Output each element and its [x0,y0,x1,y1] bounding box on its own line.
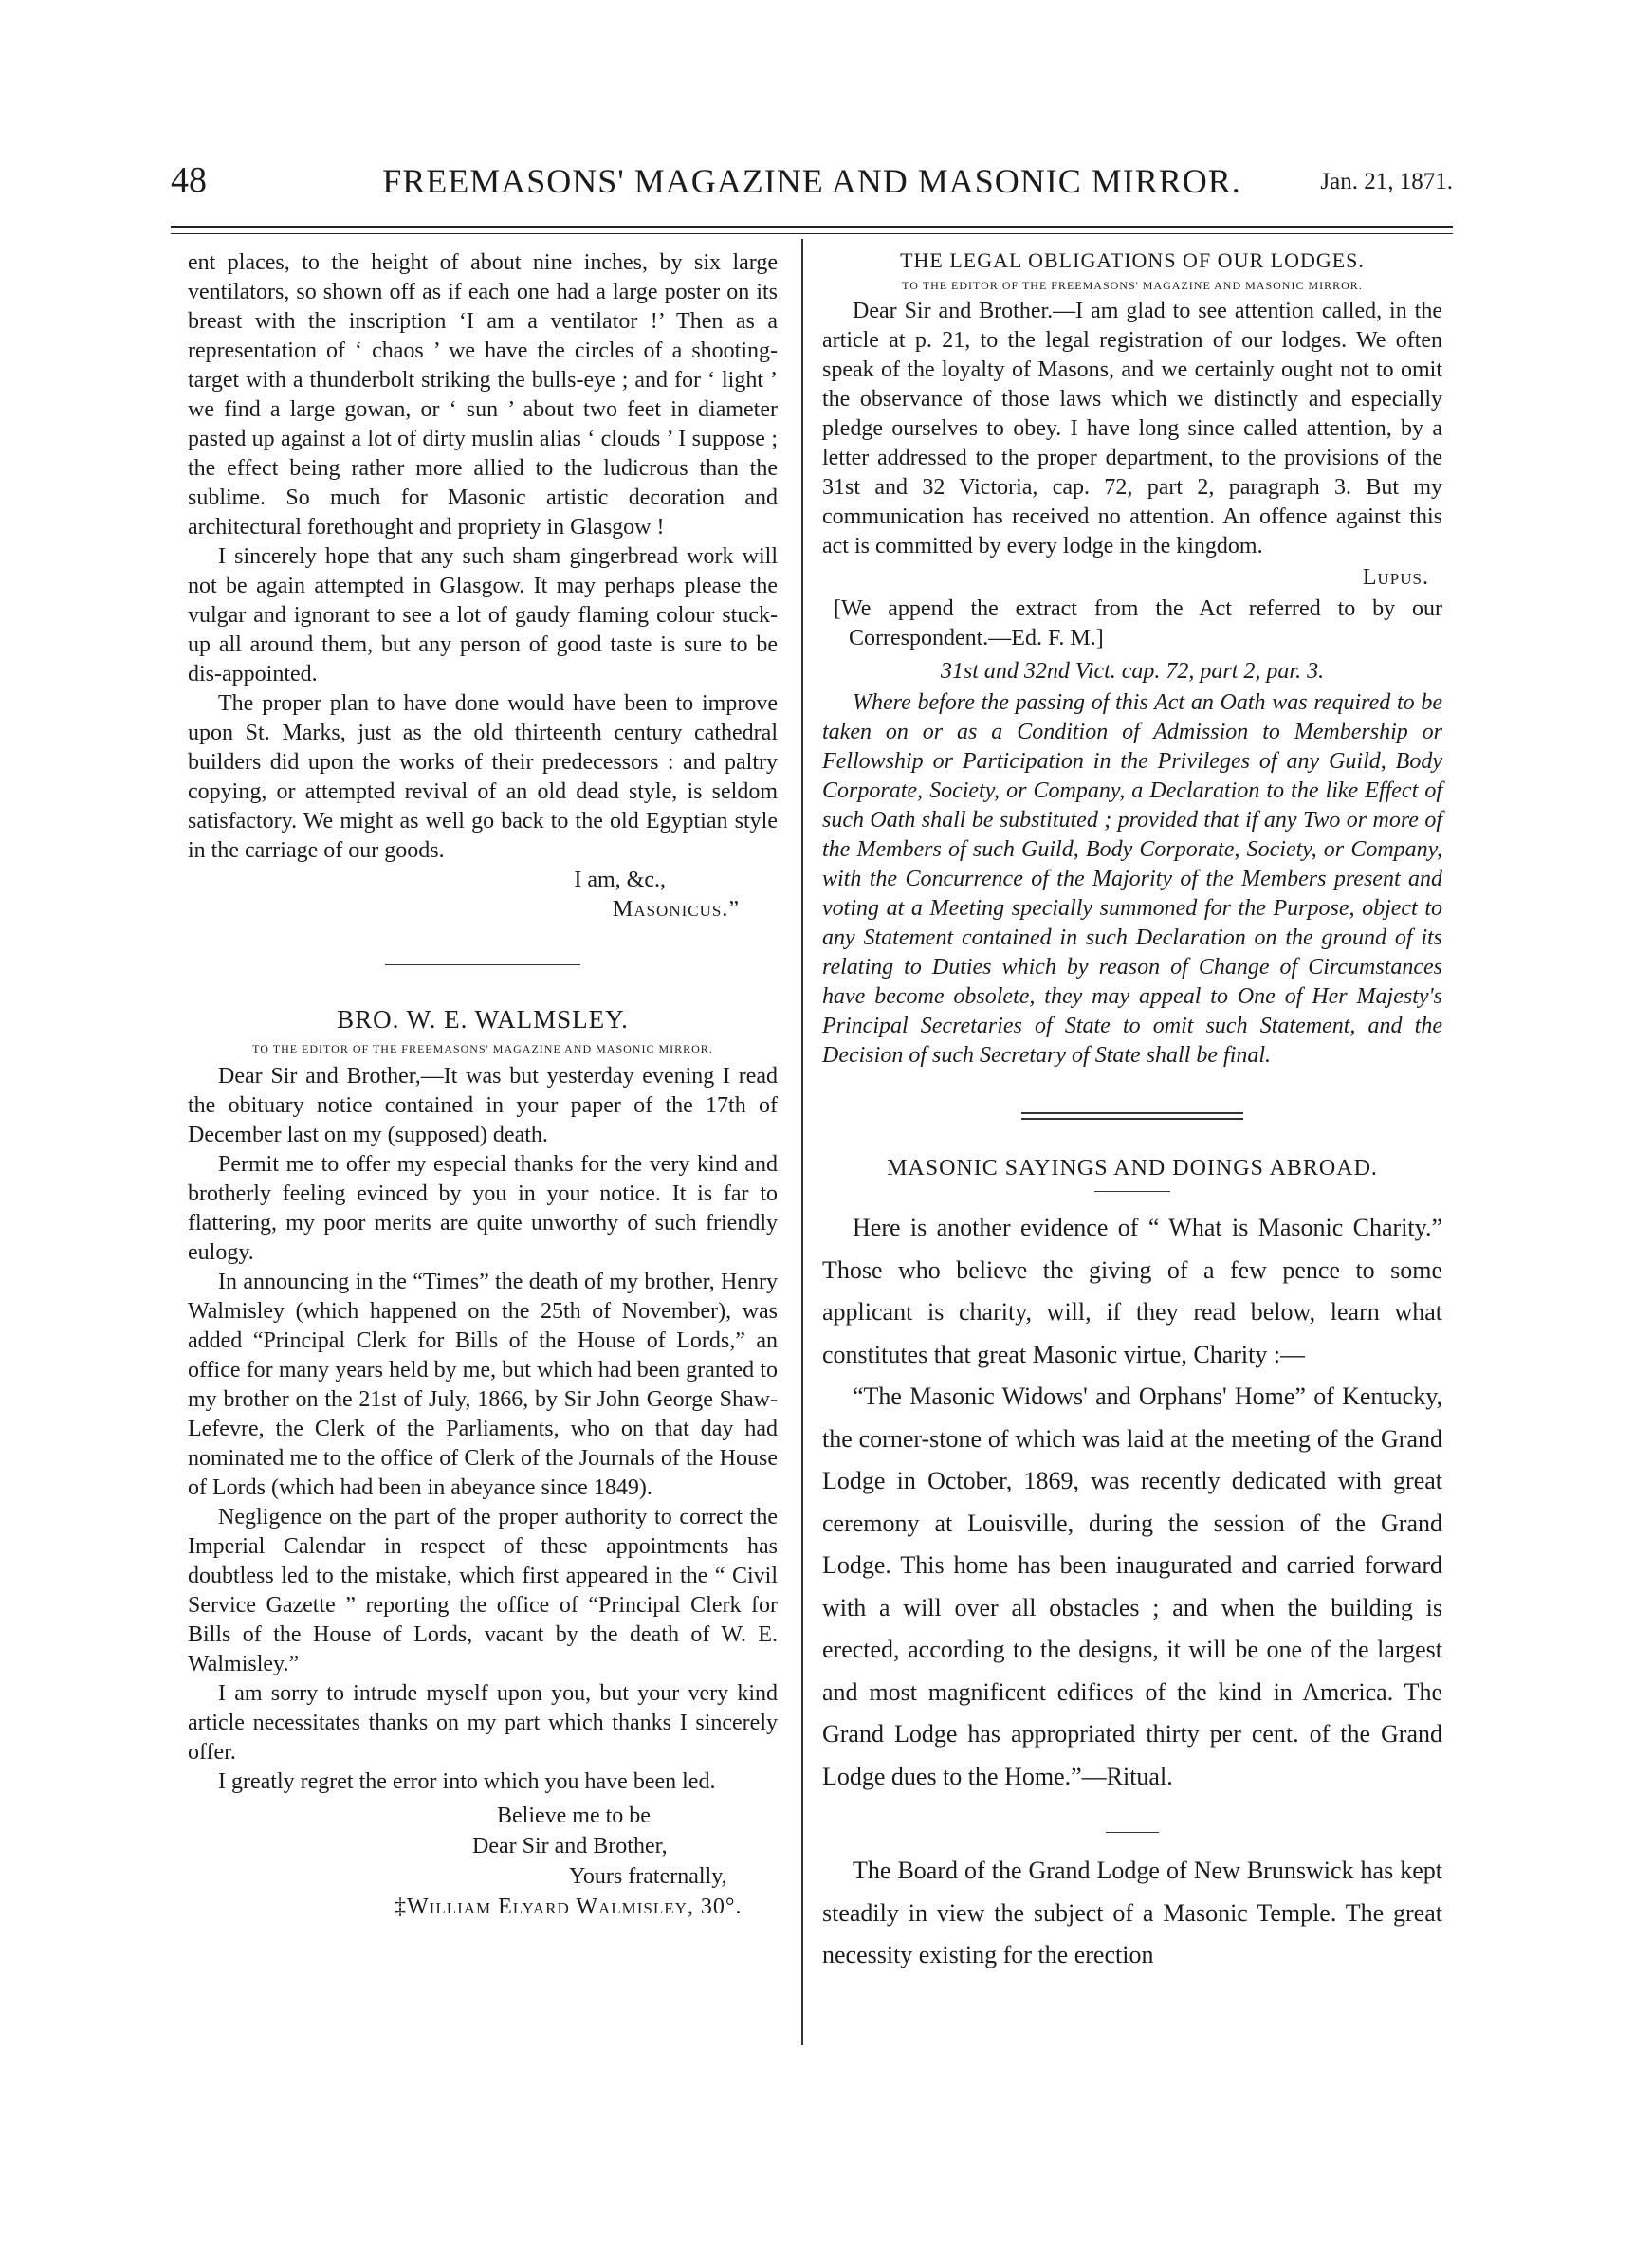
article-paragraph: The proper plan to have done would have been to improve upon St. Marks, just as the old thirteenth century cathedral builders did upon the works of their predecessors : and paltry copying, or attempted revival of an old dead style, is seldom satisfactory. We might as well go back to the old Egyptian style in the carriage of our goods. [188,691,778,863]
header-rule [171,226,1453,228]
signature: ‡William Elyard Walmisley, 30°. [395,1895,743,1919]
editor-note: [We append the extract from the Act referred to by our Correspondent.—Ed. F. M.] [834,596,1442,650]
article-paragraph: Here is another evidence of “ What is Masonic Charity.” Those who believe the giving of a few pence to some applicant is charity, will, if they read below, learn what constitutes that great Masonic virtue, Charity :— [822,1214,1442,1368]
issue-date: Jan. 21, 1871. [1320,169,1453,194]
article-paragraph: “The Masonic Widows' and Orphans' Home” of Kentucky, the corner-stone of which was laid at the meeting of the Grand Lodge in October, 1869, was recently dedicated with great ceremony at Louisville, during the session of the Grand Lodge. This home has been inaugurated and carried forward with a will over all obstacles ; and when the building is erected, according to the designs, it will be one of the largest and most magnificent edifices of the kind in America. The Grand Lodge has appropriated thirty per cent. of the Grand Lodge dues to the Home.”—Ritual. [822,1382,1442,1790]
magazine-title: FREEMASONS' MAGAZINE AND MASONIC MIRROR. [382,162,1241,200]
section-rule [1106,1832,1159,1833]
letter-paragraph: Dear Sir and Brother,—It was but yesterday evening I read the obituary notice contained in your paper of the 17th of December last on my (supposed) death. [188,1064,778,1147]
page-number: 48 [171,160,207,200]
article-heading: MASONIC SAYINGS AND DOINGS ABROAD. [887,1156,1378,1181]
letter-paragraph: Permit me to offer my especial thanks for the very kind and brotherly feeling evinced by you in your notice. It is far to flattering, my poor merits are quite unworthy of such friendly eulogy. [188,1152,778,1265]
section-rule [385,964,580,965]
article-paragraph: I sincerely hope that any such sham gingerbread work will not be again attempted in Glasgow. It may perhaps please the vulgar and ignorant to see a lot of gaudy flaming colour stuck-up all around them, but any person of good taste is sure to be dis-appointed. [188,544,778,687]
letter-paragraph: In announcing in the “Times” the death of my brother, Henry Walmisley (which happened on the 25th of November), was added “Principal Clerk for Bills of the House of Lords,” an office for many years held by me, but which had been granted to my brother on the 21st of July, 1866, by Sir John George Shaw-Lefevre, the Clerk of the Parliaments, who on that day had nominated me to the office of Clerk of the Journals of the House of Lords (which had been in abeyance since 1849). [188,1270,778,1500]
letter-paragraph: I am sorry to intrude myself upon you, but your very kind article necessitates thanks on my part which thanks I sincerely offer. [188,1681,778,1765]
header-rule-thin [171,233,1453,234]
letter-paragraph: I greatly regret the error into which you have been led. [218,1769,716,1794]
act-reference: 31st and 32nd Vict. cap. 72, part 2, par. 3. [940,659,1325,684]
letter-closing [188,1801,778,1922]
right-column [822,248,1442,1977]
article-paragraph: The Board of the Grand Lodge of New Brunswick has kept steadily in view the subject of a Masonic Temple. The great necessity existing for the erection [822,1857,1442,1968]
article-heading: THE LEGAL OBLIGATIONS OF OUR LODGES. [900,248,1365,272]
article-paragraph: ent places, to the height of about nine inches, by six large ventilators, so shown off as if each one had a large poster on its breast with the inscription ‘I am a ventilator !’ Then as a representation of ‘ chaos ’ we have the circles of a shooting-target with a thunderbolt striking the bulls-eye ; and for ‘ light ’ we find a large gowan, or ‘ sun ’ about two feet in diameter pasted up against a lot of dirty muslin alias ‘ clouds ’ I suppose ; the effect being rather more allied to the ludicrous than the sublime. So much for Masonic artistic decoration and architectural forethought and propriety in Glasgow ! [188,250,778,540]
article-subhead: TO THE EDITOR OF THE FREEMASONS' MAGAZINE AND MASONIC MIRROR. [252,1042,713,1055]
section-double-rule [1021,1112,1243,1120]
closing-line: Believe me to be [497,1803,651,1828]
act-extract: Where before the passing of this Act an Oath was required to be taken on or as a Condition of Admission to Membership or Fellowship or Participation in the Privileges of any Guild, Body Corporate, Society, or Company, a Declaration to the like Effect of such Oath shall be substituted ; provided that if any Two or more of the Members of such Guild, Body Corporate, Society, or Company, with the Concurrence of the Majority of the Members present and voting at a Meeting specially summoned for the Purpose, object to any Statement contained in such Declaration on the ground of its relating to Duties which by reason of Change of Circumstances have become obsolete, they may appeal to One of Her Majesty's Principal Secretaries of State to omit such Statement, and the Decision of such Secretary of State shall be final. [822,690,1442,1068]
signature: Masonicus.” [612,897,740,922]
article-subhead: TO THE EDITOR OF THE FREEMASONS' MAGAZINE AND MASONIC MIRROR. [902,279,1363,292]
letter-paragraph: Dear Sir and Brother.—I am glad to see attention called, in the article at p. 21, to the legal registration of our lodges. We often speak of the loyalty of Masons, and we certainly ought not to omit the observance of those laws which we distinctly and especially pledge ourselves to obey. I have long since called attention, by a letter addressed to the proper department, to the provisions of the 31st and 32 Victoria, cap. 72, part 2, paragraph 3. But my communication has received no attention. An offence against this act is committed by every lodge in the kingdom. [822,299,1442,558]
signoff-line: I am, &c., [574,868,666,892]
running-head [171,159,1453,216]
closing-line: Dear Sir and Brother, [472,1834,668,1858]
article-heading: BRO. W. E. WALMSLEY. [337,1005,629,1034]
letter-paragraph: Negligence on the part of the proper authority to correct the Imperial Calendar in respect of these appointments has doubtless led to the mistake, which first appeared in the “ Civil Service Gazette ” reporting the office of “Principal Clerk for Bills of the House of Lords, vacant by the death of W. E. Walmisley.” [188,1505,778,1676]
closing-line: Yours fraternally, [569,1864,727,1889]
left-column [188,248,778,1922]
heading-rule [1094,1191,1170,1192]
column-divider [801,239,803,2045]
signature: Lupus. [1362,565,1429,590]
